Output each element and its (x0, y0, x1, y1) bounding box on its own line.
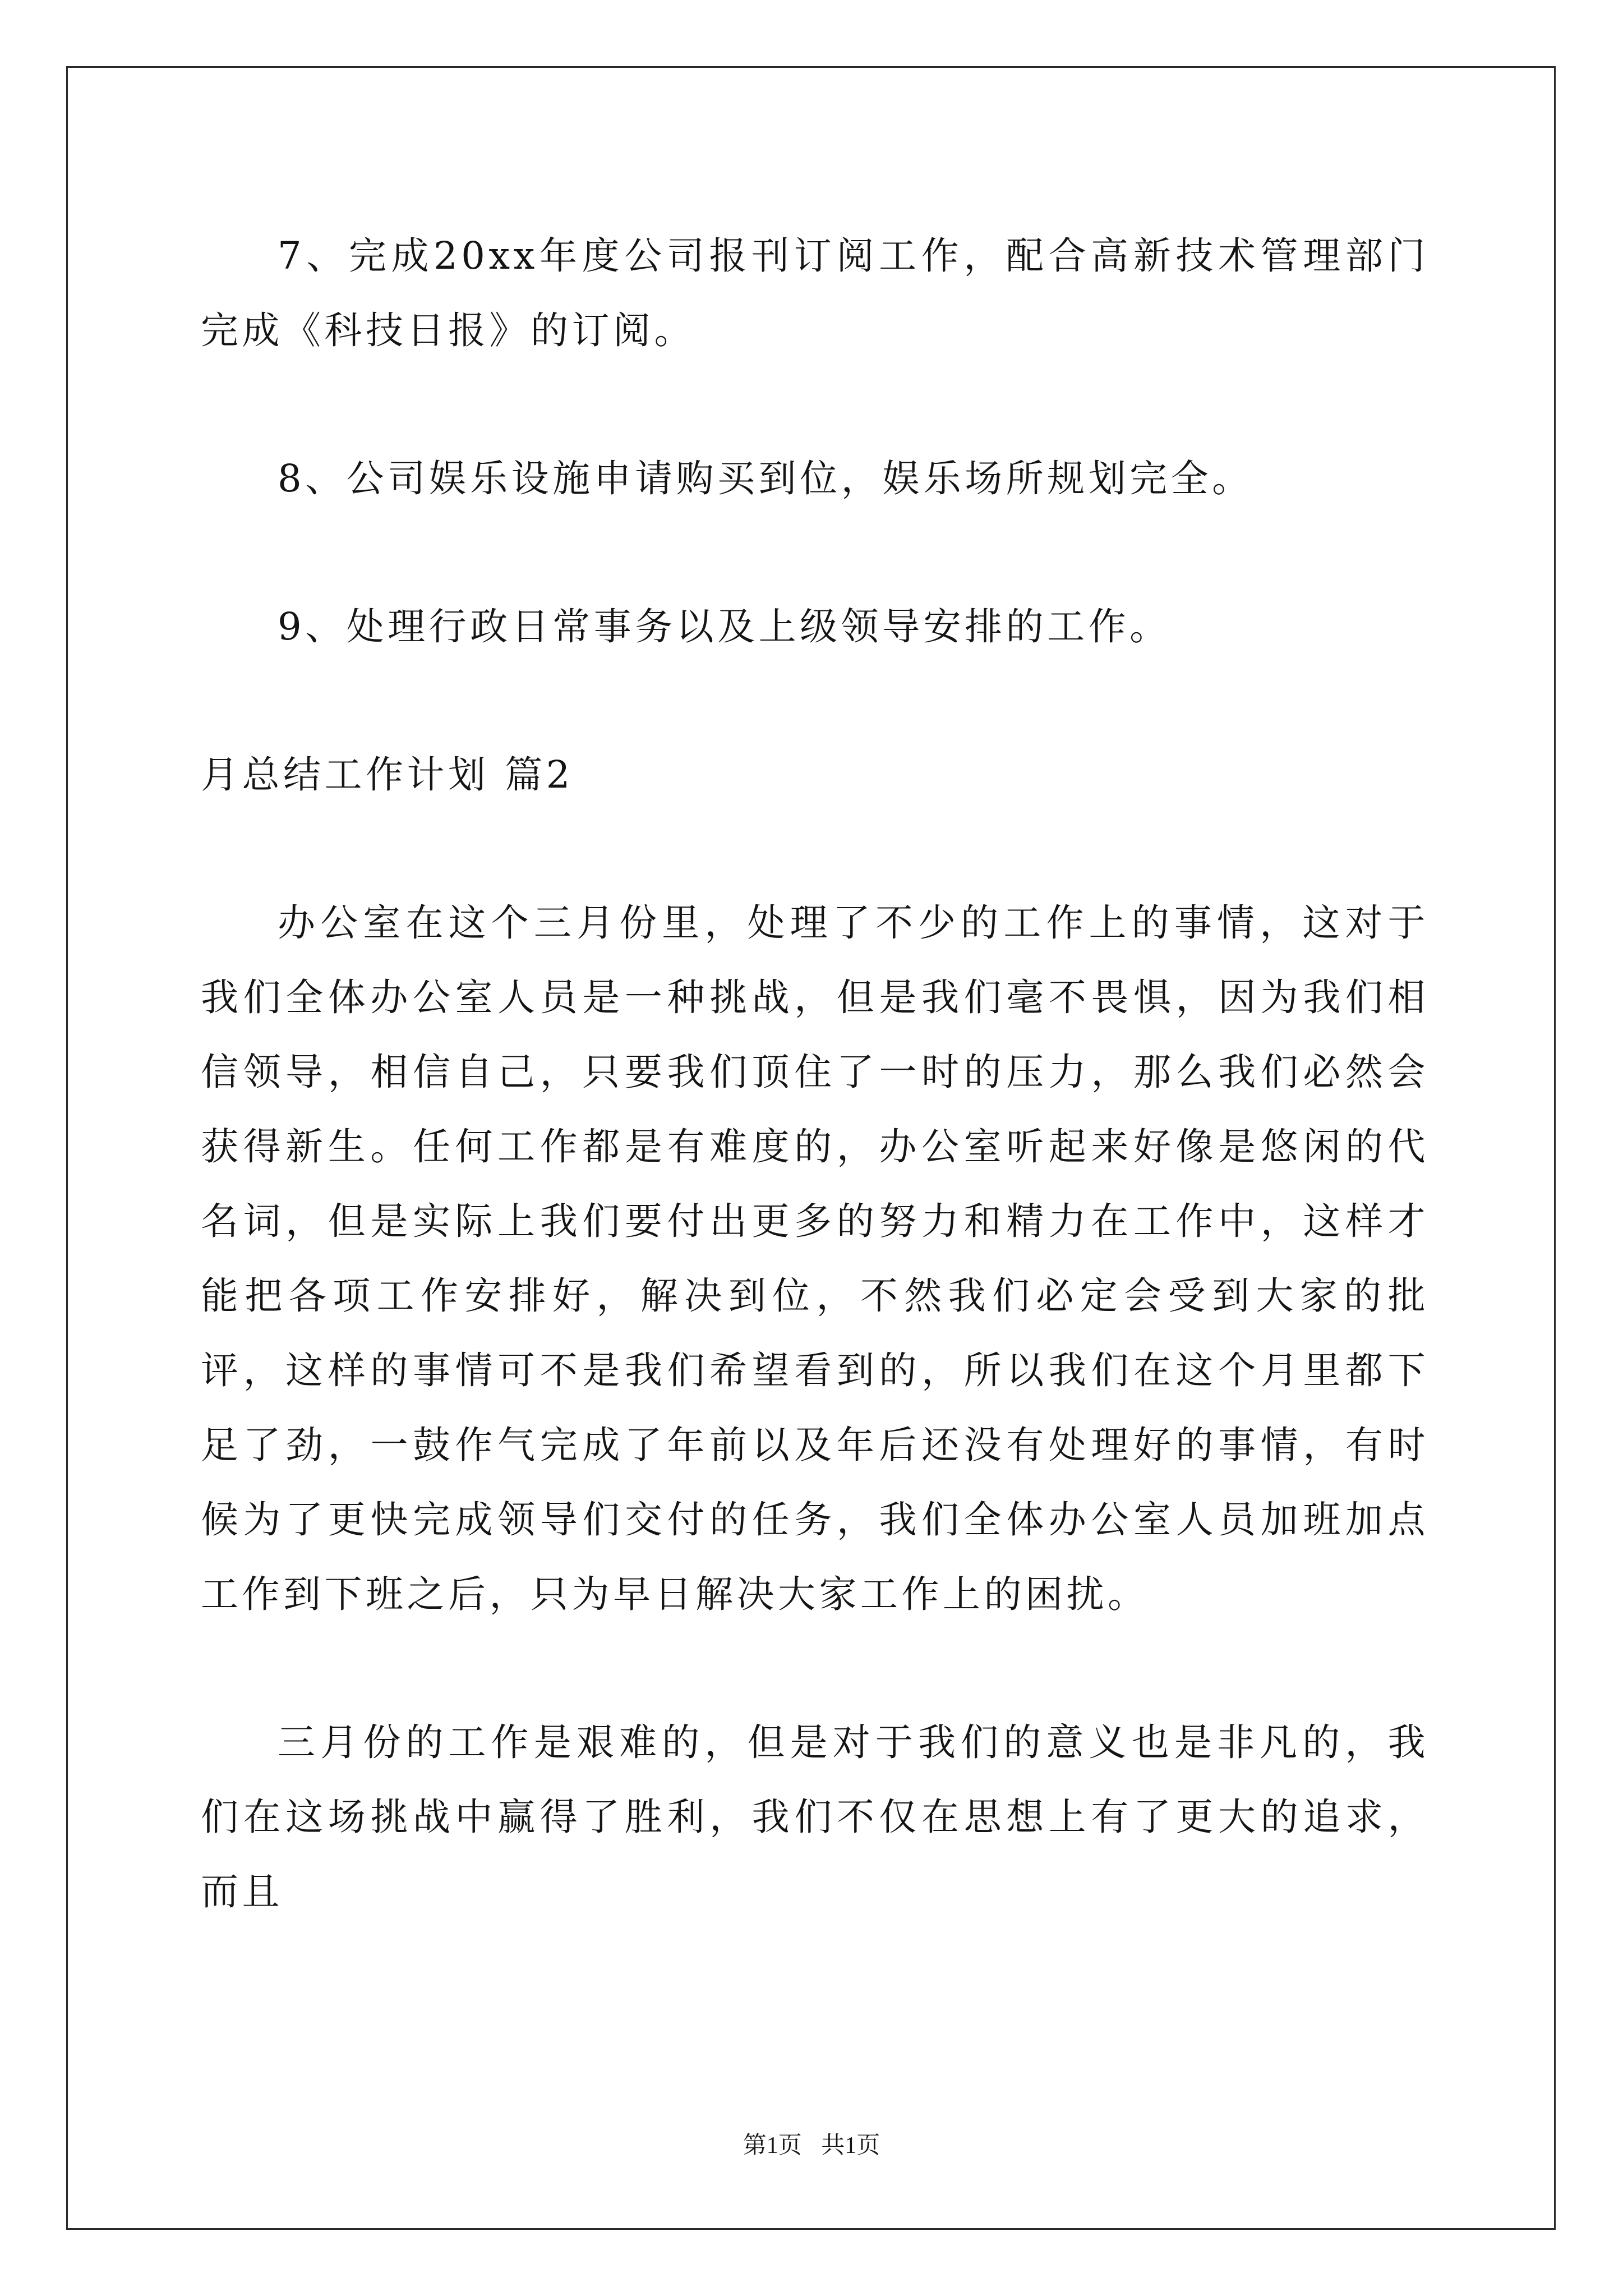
document-body (201, 219, 1429, 2003)
page-number-total: 共1页 (821, 2133, 880, 2159)
page-number-current: 第1页 (743, 2133, 802, 2159)
list-item-9: 9、处理行政日常事务以及上级领导安排的工作。 (278, 605, 1171, 648)
paragraph-1: 办公室在这个三月份里，处理了不少的工作上的事情，这对于我们全体办公室人员是一种挑战，但是我们毫不畏惧，因为我们相信领导，相信自己，只要我们顶住了一时的压力，那么我们必然会获得新生。任何工作都是有难度的，办公室听起来好像是悠闲的代名词，但是实际上我们要付出更多的努力和精力在工作中，这样才能把各项工作安排好，解决到位，不然我们必定会受到大家的批评，这样的事情可不是我们希望看到的，所以我们在这个月里都下足了劲，一鼓作气完成了年前以及年后还没有处理好的事情，有时候为了更快完成领导们交付的任务，我们全体办公室人员加班加点工作到下班之后，只为早日解决大家工作上的困扰。 (201, 901, 1429, 1616)
section-heading: 月总结工作计划 篇2 (201, 753, 574, 797)
page-footer (0, 2132, 1623, 2160)
list-item-7: 7、完成20xx年度公司报刊订阅工作，配合高新技术管理部门完成《科技日报》的订阅。 (201, 234, 1429, 352)
list-item-8: 8、公司娱乐设施申请购买到位，娱乐场所规划完全。 (278, 457, 1253, 500)
paragraph-2: 三月份的工作是艰难的，但是对于我们的意义也是非凡的，我们在这场挑战中赢得了胜利，我们不仅在思想上有了更大的追求，而且 (201, 1720, 1429, 1913)
